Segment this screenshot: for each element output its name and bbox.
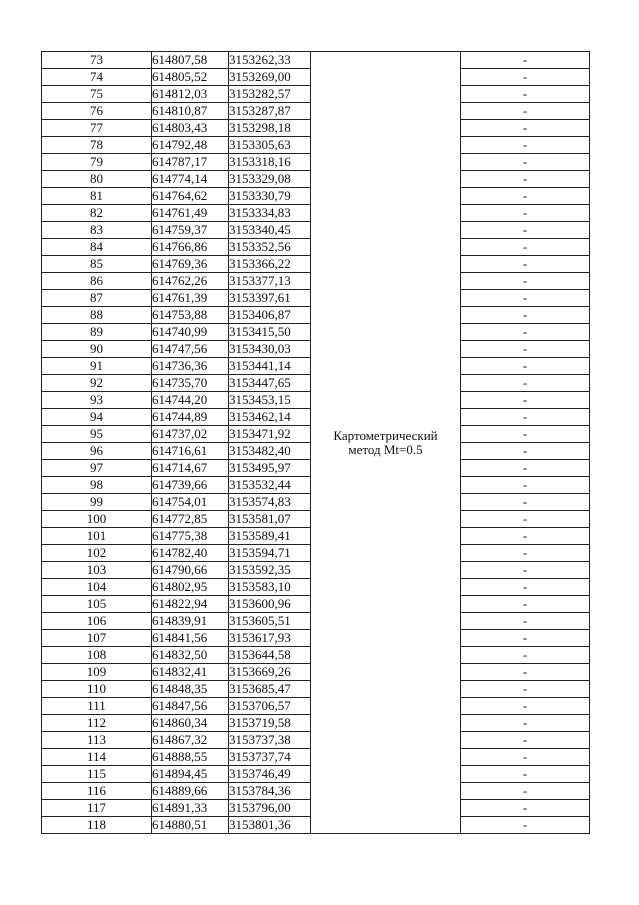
point-number-cell: 82 [42,205,152,222]
point-number-cell: 77 [42,120,152,137]
y-coordinate-cell: 3153495,97 [229,460,311,477]
x-coordinate-cell: 614764,62 [152,188,229,205]
y-coordinate-cell: 3153298,18 [229,120,311,137]
x-coordinate-cell: 614716,61 [152,443,229,460]
accuracy-cell: - [461,103,590,120]
accuracy-cell: - [461,273,590,290]
accuracy-cell: - [461,375,590,392]
x-coordinate-cell: 614839,91 [152,613,229,630]
accuracy-cell: - [461,239,590,256]
x-coordinate-cell: 614889,66 [152,783,229,800]
point-number-cell: 83 [42,222,152,239]
point-number-cell: 87 [42,290,152,307]
x-coordinate-cell: 614787,17 [152,154,229,171]
point-number-cell: 89 [42,324,152,341]
accuracy-cell: - [461,307,590,324]
point-number-cell: 81 [42,188,152,205]
accuracy-cell: - [461,86,590,103]
y-coordinate-cell: 3153737,38 [229,732,311,749]
point-number-cell: 111 [42,698,152,715]
point-number-cell: 75 [42,86,152,103]
y-coordinate-cell: 3153482,40 [229,443,311,460]
point-number-cell: 93 [42,392,152,409]
y-coordinate-cell: 3153617,93 [229,630,311,647]
y-coordinate-cell: 3153415,50 [229,324,311,341]
x-coordinate-cell: 614769,36 [152,256,229,273]
accuracy-cell: - [461,494,590,511]
x-coordinate-cell: 614782,40 [152,545,229,562]
point-number-cell: 99 [42,494,152,511]
y-coordinate-cell: 3153669,26 [229,664,311,681]
y-coordinate-cell: 3153592,35 [229,562,311,579]
point-number-cell: 113 [42,732,152,749]
y-coordinate-cell: 3153262,33 [229,52,311,69]
accuracy-cell: - [461,171,590,188]
point-number-cell: 103 [42,562,152,579]
x-coordinate-cell: 614805,52 [152,69,229,86]
y-coordinate-cell: 3153397,61 [229,290,311,307]
y-coordinate-cell: 3153589,41 [229,528,311,545]
point-number-cell: 96 [42,443,152,460]
x-coordinate-cell: 614737,02 [152,426,229,443]
x-coordinate-cell: 614762,26 [152,273,229,290]
accuracy-cell: - [461,613,590,630]
accuracy-cell: - [461,596,590,613]
accuracy-cell: - [461,715,590,732]
point-number-cell: 94 [42,409,152,426]
y-coordinate-cell: 3153600,96 [229,596,311,613]
accuracy-cell: - [461,664,590,681]
y-coordinate-cell: 3153581,07 [229,511,311,528]
accuracy-cell: - [461,732,590,749]
y-coordinate-cell: 3153685,47 [229,681,311,698]
x-coordinate-cell: 614736,36 [152,358,229,375]
y-coordinate-cell: 3153453,15 [229,392,311,409]
point-number-cell: 85 [42,256,152,273]
point-number-cell: 97 [42,460,152,477]
point-number-cell: 107 [42,630,152,647]
accuracy-cell: - [461,817,590,834]
accuracy-cell: - [461,647,590,664]
x-coordinate-cell: 614740,99 [152,324,229,341]
point-number-cell: 102 [42,545,152,562]
method-label-line1: Картометрический [333,427,438,443]
x-coordinate-cell: 614847,56 [152,698,229,715]
y-coordinate-cell: 3153330,79 [229,188,311,205]
accuracy-cell: - [461,477,590,494]
x-coordinate-cell: 614803,43 [152,120,229,137]
x-coordinate-cell: 614867,32 [152,732,229,749]
point-number-cell: 95 [42,426,152,443]
point-number-cell: 109 [42,664,152,681]
point-number-cell: 116 [42,783,152,800]
y-coordinate-cell: 3153287,87 [229,103,311,120]
accuracy-cell: - [461,562,590,579]
y-coordinate-cell: 3153462,14 [229,409,311,426]
y-coordinate-cell: 3153269,00 [229,69,311,86]
accuracy-cell: - [461,528,590,545]
x-coordinate-cell: 614772,85 [152,511,229,528]
accuracy-cell: - [461,409,590,426]
accuracy-cell: - [461,69,590,86]
accuracy-cell: - [461,630,590,647]
y-coordinate-cell: 3153574,83 [229,494,311,511]
x-coordinate-cell: 614744,20 [152,392,229,409]
y-coordinate-cell: 3153644,58 [229,647,311,664]
accuracy-cell: - [461,341,590,358]
point-number-cell: 98 [42,477,152,494]
accuracy-cell: - [461,749,590,766]
y-coordinate-cell: 3153305,63 [229,137,311,154]
accuracy-cell: - [461,426,590,443]
point-number-cell: 110 [42,681,152,698]
y-coordinate-cell: 3153340,45 [229,222,311,239]
y-coordinate-cell: 3153796,00 [229,800,311,817]
accuracy-cell: - [461,511,590,528]
point-number-cell: 84 [42,239,152,256]
y-coordinate-cell: 3153532,44 [229,477,311,494]
point-number-cell: 86 [42,273,152,290]
x-coordinate-cell: 614761,39 [152,290,229,307]
y-coordinate-cell: 3153329,08 [229,171,311,188]
coordinates-table [41,51,590,834]
point-number-cell: 73 [42,52,152,69]
table-row [42,52,590,69]
accuracy-cell: - [461,205,590,222]
point-number-cell: 88 [42,307,152,324]
x-coordinate-cell: 614841,56 [152,630,229,647]
accuracy-cell: - [461,579,590,596]
point-number-cell: 80 [42,171,152,188]
x-coordinate-cell: 614848,35 [152,681,229,698]
point-number-cell: 117 [42,800,152,817]
point-number-cell: 90 [42,341,152,358]
x-coordinate-cell: 614714,67 [152,460,229,477]
y-coordinate-cell: 3153377,13 [229,273,311,290]
x-coordinate-cell: 614761,49 [152,205,229,222]
y-coordinate-cell: 3153784,36 [229,783,311,800]
y-coordinate-cell: 3153430,03 [229,341,311,358]
y-coordinate-cell: 3153352,56 [229,239,311,256]
method-cell [311,52,461,834]
y-coordinate-cell: 3153801,36 [229,817,311,834]
point-number-cell: 115 [42,766,152,783]
accuracy-cell: - [461,52,590,69]
x-coordinate-cell: 614880,51 [152,817,229,834]
point-number-cell: 112 [42,715,152,732]
accuracy-cell: - [461,392,590,409]
accuracy-cell: - [461,222,590,239]
point-number-cell: 114 [42,749,152,766]
x-coordinate-cell: 614891,33 [152,800,229,817]
x-coordinate-cell: 614775,38 [152,528,229,545]
x-coordinate-cell: 614744,89 [152,409,229,426]
accuracy-cell: - [461,460,590,477]
accuracy-cell: - [461,698,590,715]
accuracy-cell: - [461,783,590,800]
x-coordinate-cell: 614832,50 [152,647,229,664]
point-number-cell: 108 [42,647,152,664]
x-coordinate-cell: 614753,88 [152,307,229,324]
y-coordinate-cell: 3153366,22 [229,256,311,273]
x-coordinate-cell: 614759,37 [152,222,229,239]
point-number-cell: 105 [42,596,152,613]
point-number-cell: 78 [42,137,152,154]
point-number-cell: 101 [42,528,152,545]
accuracy-cell: - [461,188,590,205]
accuracy-cell: - [461,766,590,783]
x-coordinate-cell: 614735,70 [152,375,229,392]
x-coordinate-cell: 614810,87 [152,103,229,120]
x-coordinate-cell: 614802,95 [152,579,229,596]
accuracy-cell: - [461,545,590,562]
point-number-cell: 76 [42,103,152,120]
x-coordinate-cell: 614807,58 [152,52,229,69]
x-coordinate-cell: 614766,86 [152,239,229,256]
point-number-cell: 100 [42,511,152,528]
x-coordinate-cell: 614774,14 [152,171,229,188]
accuracy-cell: - [461,256,590,273]
point-number-cell: 74 [42,69,152,86]
accuracy-cell: - [461,358,590,375]
x-coordinate-cell: 614822,94 [152,596,229,613]
point-number-cell: 104 [42,579,152,596]
y-coordinate-cell: 3153334,83 [229,205,311,222]
x-coordinate-cell: 614888,55 [152,749,229,766]
y-coordinate-cell: 3153447,65 [229,375,311,392]
accuracy-cell: - [461,800,590,817]
y-coordinate-cell: 3153594,71 [229,545,311,562]
y-coordinate-cell: 3153737,74 [229,749,311,766]
accuracy-cell: - [461,137,590,154]
x-coordinate-cell: 614739,66 [152,477,229,494]
accuracy-cell: - [461,154,590,171]
accuracy-cell: - [461,443,590,460]
point-number-cell: 106 [42,613,152,630]
y-coordinate-cell: 3153719,58 [229,715,311,732]
method-label-line2: метод Mt=0.5 [348,441,423,457]
y-coordinate-cell: 3153406,87 [229,307,311,324]
y-coordinate-cell: 3153282,57 [229,86,311,103]
y-coordinate-cell: 3153583,10 [229,579,311,596]
x-coordinate-cell: 614747,56 [152,341,229,358]
x-coordinate-cell: 614790,66 [152,562,229,579]
accuracy-cell: - [461,120,590,137]
point-number-cell: 92 [42,375,152,392]
coordinates-table-body [42,52,590,834]
y-coordinate-cell: 3153318,16 [229,154,311,171]
x-coordinate-cell: 614792,48 [152,137,229,154]
x-coordinate-cell: 614754,01 [152,494,229,511]
point-number-cell: 91 [42,358,152,375]
x-coordinate-cell: 614812,03 [152,86,229,103]
accuracy-cell: - [461,681,590,698]
x-coordinate-cell: 614894,45 [152,766,229,783]
accuracy-cell: - [461,324,590,341]
point-number-cell: 79 [42,154,152,171]
x-coordinate-cell: 614860,34 [152,715,229,732]
accuracy-cell: - [461,290,590,307]
y-coordinate-cell: 3153605,51 [229,613,311,630]
y-coordinate-cell: 3153441,14 [229,358,311,375]
y-coordinate-cell: 3153706,57 [229,698,311,715]
y-coordinate-cell: 3153746,49 [229,766,311,783]
point-number-cell: 118 [42,817,152,834]
x-coordinate-cell: 614832,41 [152,664,229,681]
y-coordinate-cell: 3153471,92 [229,426,311,443]
